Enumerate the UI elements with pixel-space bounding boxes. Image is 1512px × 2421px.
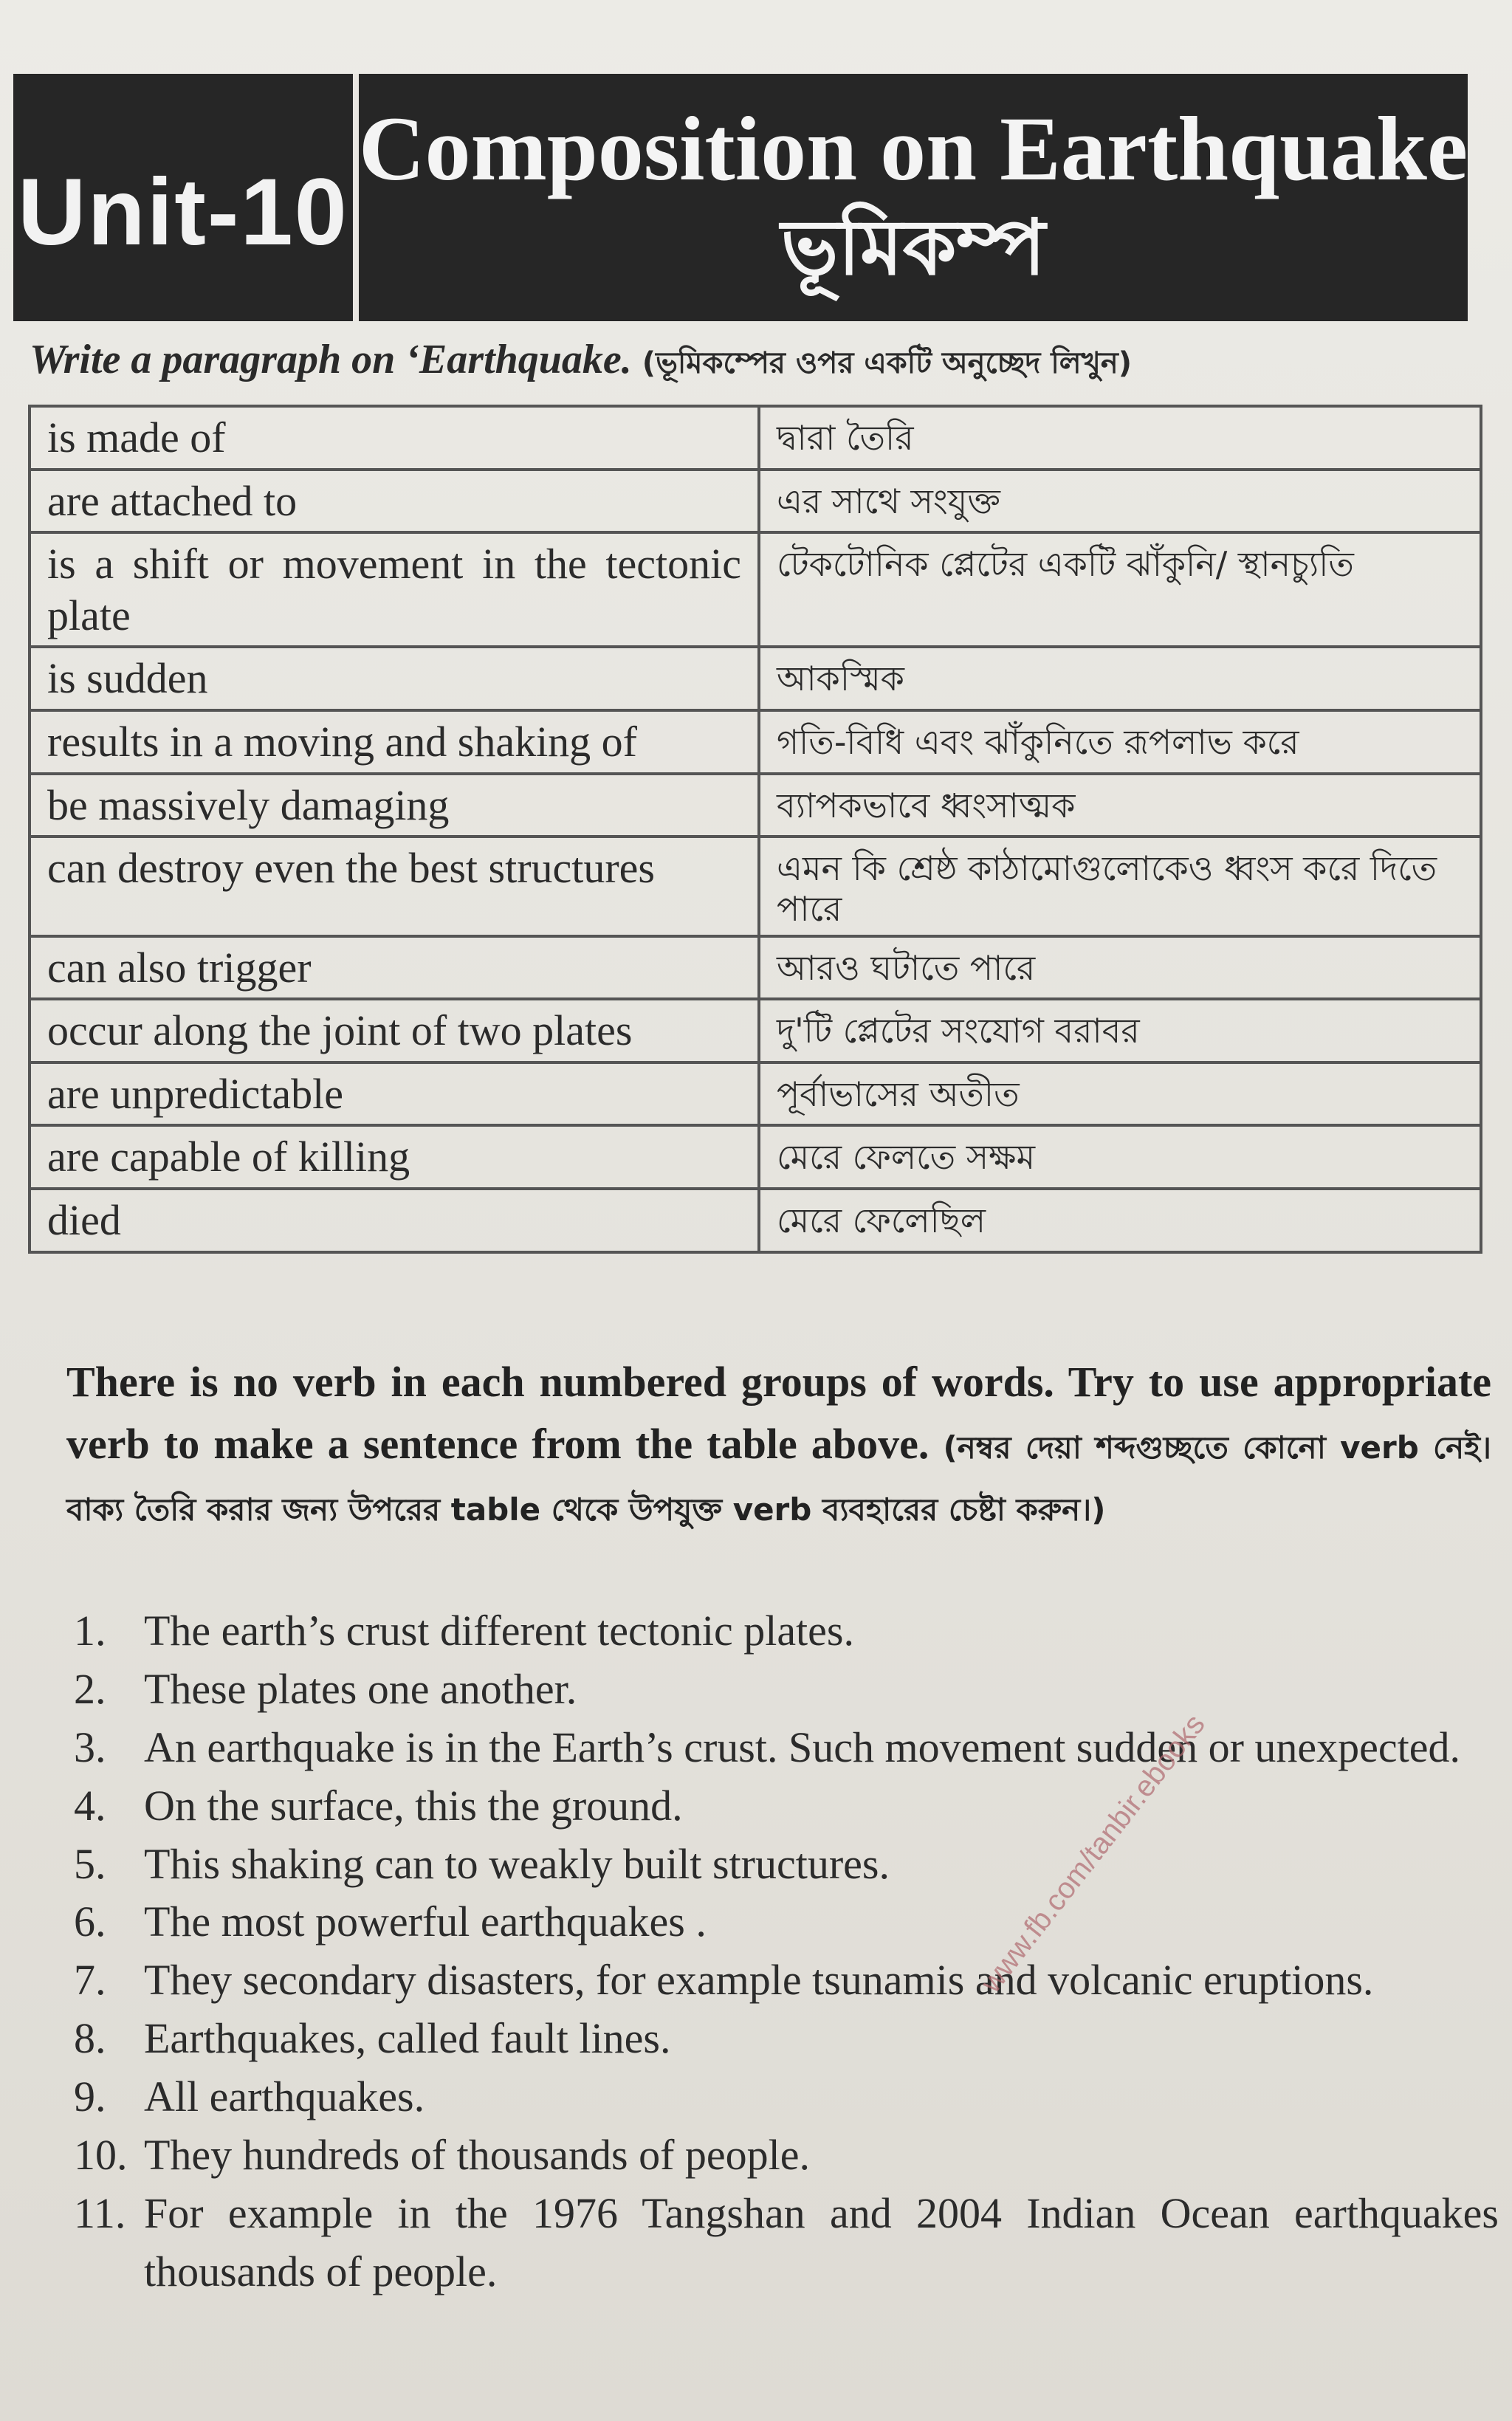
instruction-bangla: (ভূমিকম্পের ওপর একটি অনুচ্ছেদ লিখুন) <box>642 346 1133 380</box>
watermark: www.fb.com/tanbir.ebooks <box>975 1708 1212 1999</box>
vocabulary-table-body <box>30 406 1481 1252</box>
list-item-text: They hundreds of thousands of people. <box>144 2130 811 2179</box>
table-row <box>30 1125 1481 1189</box>
table-cell-english: is sudden <box>30 647 759 710</box>
unit-label: Unit-10 <box>18 159 348 265</box>
list-item <box>74 1602 1499 1661</box>
vocabulary-table <box>28 405 1482 1254</box>
list-item-text: The earth’s crust different tectonic plates. <box>144 1607 854 1655</box>
list-item-text: An earthquake is in the Earth’s crust. Such movement sudden or unexpected. <box>144 1723 1461 1771</box>
table-cell-bangla: পূর্বাভাসের অতীত <box>759 1062 1481 1126</box>
table-cell-bangla: মেরে ফেলেছিল <box>759 1189 1481 1252</box>
exercise-instruction-bangla: (নম্বর দেয়া শব্দগুচ্ছতে কোনো verb নেই। বাক্য তৈরি করার জন্য উপরের table থেকে উপযুক্ত verb ব্যবহারের চেষ্টা করুন।) <box>66 1429 1492 1528</box>
list-item <box>74 2126 1499 2185</box>
sentence-list <box>74 1602 1499 2301</box>
table-cell-bangla: এর সাথে সংযুক্ত <box>759 470 1481 533</box>
table-cell-english: are capable of killing <box>30 1125 759 1189</box>
table-row <box>30 774 1481 837</box>
list-item-number: 11. <box>74 2188 126 2237</box>
list-item-text: They secondary disasters, for example tsunamis and volcanic eruptions. <box>144 1956 1374 2005</box>
table-row <box>30 999 1481 1062</box>
list-item-number: 9. <box>74 2073 106 2120</box>
table-cell-bangla: আকস্মিক <box>759 647 1481 710</box>
exercise-instruction <box>66 1351 1491 1537</box>
list-item <box>74 1893 1499 1951</box>
table-cell-bangla: দু'টি প্লেটের সংযোগ বরাবর <box>759 999 1481 1062</box>
table-cell-english: can destroy even the best structures <box>30 837 759 935</box>
table-cell-bangla: গতি-বিধি এবং ঝাঁকুনিতে রূপলাভ করে <box>759 710 1481 774</box>
table-cell-bangla: আরও ঘটাতে পারে <box>759 936 1481 1000</box>
list-item-text: On the surface, this the ground. <box>144 1781 683 1830</box>
list-item-number: 5. <box>74 1839 106 1888</box>
list-item-text: Earthquakes, called fault lines. <box>144 2014 671 2063</box>
table-cell-bangla: এমন কি শ্রেষ্ঠ কাঠামোগুলোকেও ধ্বংস করে দিতে পারে <box>759 837 1481 935</box>
page-title: Composition on Earthquake <box>358 98 1468 199</box>
list-item <box>74 1719 1499 1777</box>
table-cell-bangla: মেরে ফেলতে সক্ষম <box>759 1125 1481 1189</box>
page-title-bangla: ভূমিকম্প <box>780 202 1046 293</box>
list-item-number: 7. <box>74 1956 106 2005</box>
list-item-number: 3. <box>74 1723 106 1771</box>
table-row <box>30 470 1481 533</box>
list-item-text: For example in the 1976 Tangshan and 2004 Indian Ocean earthquakes thousands of people. <box>144 2188 1499 2295</box>
instruction-line <box>30 336 1477 389</box>
instruction-text: Write a paragraph on ‘Earthquake. <box>30 337 632 382</box>
list-item-number: 8. <box>74 2014 106 2063</box>
table-cell-english: be massively damaging <box>30 774 759 837</box>
unit-badge <box>13 74 359 321</box>
table-cell-english: results in a moving and shaking of <box>30 710 759 774</box>
table-row <box>30 647 1481 710</box>
table-row <box>30 1062 1481 1126</box>
list-item-number: 4. <box>74 1781 106 1830</box>
title-block <box>359 74 1468 321</box>
table-cell-english: can also trigger <box>30 936 759 1000</box>
list-item-number: 1. <box>74 1607 106 1655</box>
list-item-text: The most powerful earthquakes . <box>144 1898 707 1946</box>
table-cell-bangla: ব্যাপকভাবে ধ্বংসাত্মক <box>759 774 1481 837</box>
list-item <box>74 1661 1499 1719</box>
unit-header <box>13 74 1468 321</box>
table-row <box>30 710 1481 774</box>
list-item <box>74 1951 1499 2010</box>
table-row <box>30 406 1481 470</box>
list-item-number: 2. <box>74 1664 106 1713</box>
table-cell-bangla: দ্বারা তৈরি <box>759 406 1481 470</box>
table-cell-english: is a shift or movement in the tectonic plate <box>30 532 759 647</box>
table-row <box>30 1189 1481 1252</box>
list-item <box>74 2068 1499 2126</box>
list-item <box>74 2010 1499 2068</box>
exercise-instruction-text: There is no verb in each numbered groups of words. Try to use appropriate verb to make a sentence from the table above. <box>66 1358 1491 1469</box>
list-item-text: All earthquakes. <box>144 2073 425 2120</box>
table-cell-english: died <box>30 1189 759 1252</box>
table-cell-bangla: টেকটোনিক প্লেটের একটি ঝাঁকুনি/ স্থানচ্যুতি <box>759 532 1481 647</box>
table-cell-english: occur along the joint of two plates <box>30 999 759 1062</box>
list-item-number: 10. <box>74 2130 128 2179</box>
list-item-number: 6. <box>74 1898 106 1946</box>
list-item <box>74 1777 1499 1836</box>
table-cell-english: is made of <box>30 406 759 470</box>
table-row <box>30 532 1481 647</box>
table-cell-english: are unpredictable <box>30 1062 759 1126</box>
list-item <box>74 2185 1499 2301</box>
table-row <box>30 936 1481 1000</box>
list-item <box>74 1836 1499 1894</box>
table-row <box>30 837 1481 935</box>
list-item-text: These plates one another. <box>144 1664 577 1713</box>
list-item-text: This shaking can to weakly built structures. <box>144 1839 890 1888</box>
table-cell-english: are attached to <box>30 470 759 533</box>
